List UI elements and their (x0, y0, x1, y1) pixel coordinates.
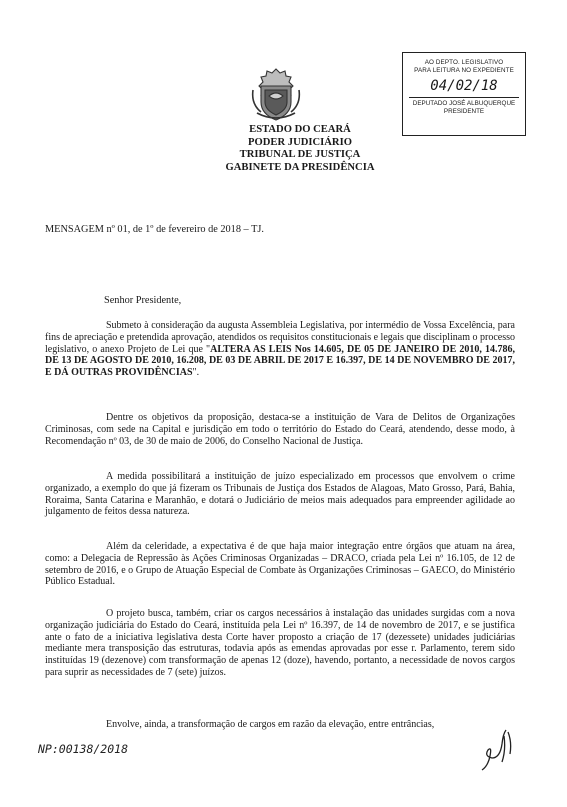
protocol-number-handwritten: NP:00138/2018 (38, 742, 129, 756)
institution-header (150, 124, 450, 174)
header-office: GABINETE DA PRESIDÊNCIA (225, 161, 375, 173)
paragraph-measure (45, 471, 515, 518)
header-state: ESTADO DO CEARÁ (249, 124, 351, 135)
paragraph-transformation-text: Envolve, ainda, a transformação de cargos em razão da elevação, entre entrâncias, (106, 719, 435, 730)
signature-icon (478, 726, 518, 776)
paragraph-integration (45, 541, 515, 588)
stamp-line-department: AO DEPTO. LEGISLATIVO (424, 59, 504, 66)
paragraph-objectives-text: Dentre os objetivos da proposição, destaca-se a instituição de Vara de Delitos de Organizações Criminosas, com sede na Capital e jurisdição em todo o território do Estado do Ceará, atendendo, desse modo, à Recomendação nº 03, de 30 de maio de 2006, do Conselho Nacional de Justiça. (45, 412, 515, 447)
paragraph-objectives (45, 412, 515, 447)
paragraph-transformation (45, 719, 515, 731)
header-court: TRIBUNAL DE JUSTIÇA (239, 149, 361, 160)
paragraph-positions (45, 608, 515, 679)
paragraph-submission (45, 320, 515, 379)
paragraph-submission-end: ". (192, 367, 200, 379)
stamp-handwritten-date: 04/02/18 (430, 78, 498, 94)
stamp-divider (409, 97, 519, 98)
message-reference: MENSAGEM nº 01, de 1º de fevereiro de 2018 – TJ. (45, 224, 264, 235)
stamp-line-president: PRESIDENTE (443, 108, 485, 115)
paragraph-submission-text: Submeto à consideração da augusta Assembleia Legislativa, por intermédio de Vossa Excelência, para fins de apreciação e pretendida aprovação, atendidos os requisitos constitucionais e legais que disciplinam o processo legislativo, o anexo Projeto de Lei que " (45, 320, 515, 355)
stamp-line-reading: PARA LEITURA NO EXPEDIENTE (414, 67, 514, 74)
paragraph-measure-text: A medida possibilitará a instituição de juízo especializado em processos que envolvem o crime organizado, a exemplo do que já fizeram os Tribunais de Justiça dos Estados de Alagoas, Mato Grosso, Pará, Bahia, Roraima, Santa Catarina e Maranhão, e dotará o Judiciário de meios mais adequados para empreender agilidade ao julgamento de feitos dessa natureza. (45, 471, 515, 518)
bill-title: ALTERA AS LEIS Nos 14.605, DE 05 DE JANEIRO DE 2010, 14.786, DE 13 DE AGOSTO DE 2010, 16.208, DE 03 DE ABRIL DE 2017 E 16.397, DE 14 DE NOVEMBRO DE 2017, E DÁ OUTRAS PROVIDÊNCIAS (45, 343, 515, 379)
stamp-line-deputy: DEPUTADO JOSÉ ALBUQUERQUE (412, 100, 516, 107)
state-coat-of-arms-icon (247, 66, 305, 124)
paragraph-positions-text: O projeto busca, também, criar os cargos necessários à instalação das unidades surgidas com a nova organização judiciária do Estado do Ceará, instituída pela Lei nº 16.397, de 14 de novembro de 2017, e se justifica ante o fato de a iniciativa legislativa desta Corte haver proposto a criação de 17 (dezessete) unidades judiciárias mediante mera transposição das estruturas, todavia após as emendas aprovadas por esse r. Parlamento, terem sido instituídas 19 (dezenove) com transformação de apenas 12 (doze), havendo, portanto, a necessidade de novos cargos para suprir as necessidades de 7 (sete) juízos. (45, 608, 515, 678)
header-power: PODER JUDICIÁRIO (248, 136, 352, 148)
paragraph-integration-text: Além da celeridade, a expectativa é de que haja maior integração entre órgãos que atuam na área, como: a Delegacia de Repressão às Ações Criminosas Organizadas – DRACO, criada pela Lei nº 16.105, de 12 de setembro de 2016, e o Grupo de Atuação Especial de Combate às Organizações Criminosas – GAECO, do Ministério Público Estadual. (45, 541, 515, 588)
salutation: Senhor Presidente, (104, 295, 182, 306)
